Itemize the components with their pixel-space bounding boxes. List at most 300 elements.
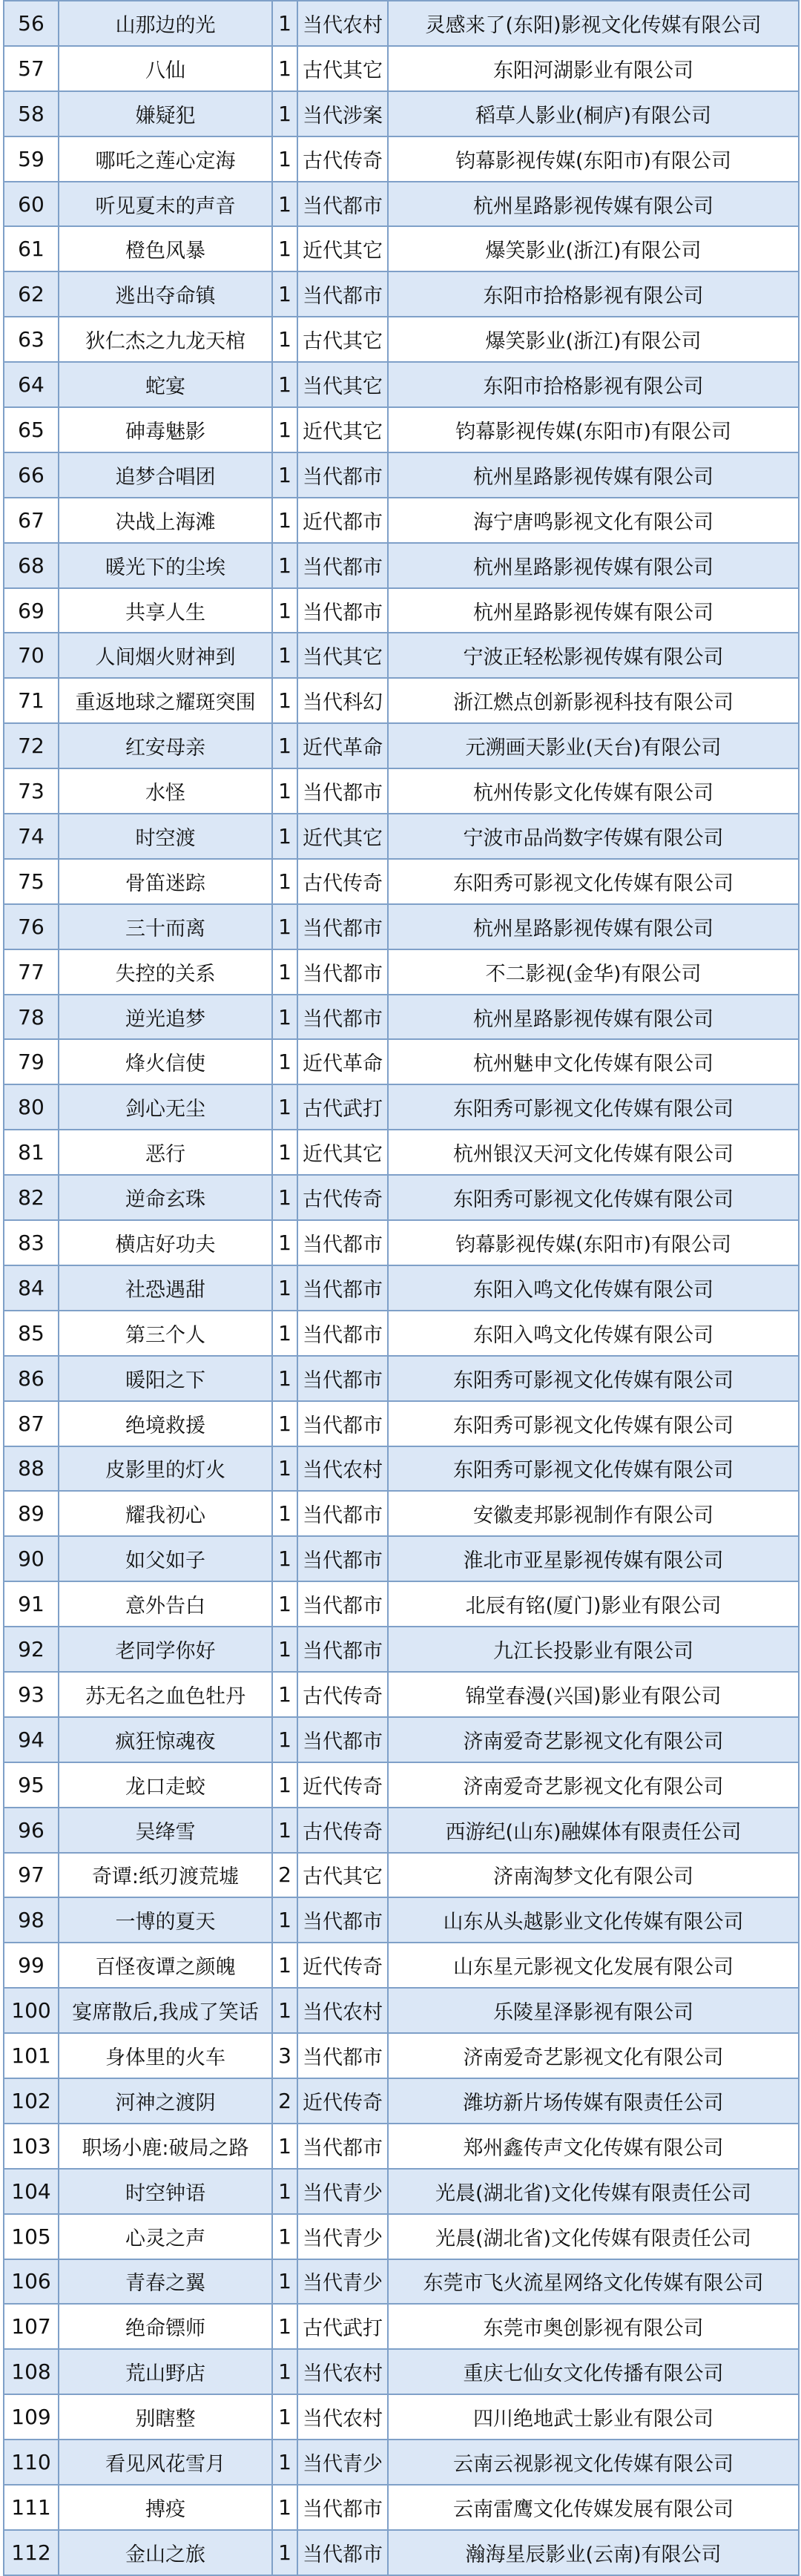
- row-number-cell: 77: [4, 949, 59, 995]
- table-row: [4, 2033, 799, 2078]
- table-row: [4, 1265, 799, 1311]
- episode-count-cell: 1: [272, 1897, 297, 1943]
- production-company-cell: 杭州星路影视传媒有限公司: [388, 995, 799, 1040]
- table-row: [4, 723, 799, 768]
- genre-cell: 当代科幻: [297, 678, 388, 723]
- drama-title-cell: 失控的关系: [59, 949, 272, 995]
- drama-title-cell: 河神之渡阴: [59, 2078, 272, 2124]
- production-company-cell: 光晨(湖北省)文化传媒有限责任公司: [388, 2169, 799, 2214]
- row-number-cell: 70: [4, 633, 59, 678]
- table-row: [4, 814, 799, 859]
- table-row: [4, 949, 799, 995]
- row-number-cell: 61: [4, 226, 59, 271]
- drama-title-cell: 绝境救援: [59, 1401, 272, 1446]
- table-row: [4, 498, 799, 543]
- row-number-cell: 73: [4, 768, 59, 814]
- production-company-cell: 东阳秀可影视文化传媒有限公司: [388, 1446, 799, 1492]
- episode-count-cell: 1: [272, 543, 297, 588]
- genre-cell: 当代其它: [297, 633, 388, 678]
- table-row: [4, 543, 799, 588]
- table-row: [4, 768, 799, 814]
- genre-cell: 当代青少: [297, 2440, 388, 2485]
- row-number-cell: 92: [4, 1627, 59, 1672]
- episode-count-cell: 1: [272, 407, 297, 452]
- genre-cell: 古代传奇: [297, 1672, 388, 1717]
- row-number-cell: 109: [4, 2394, 59, 2440]
- table-row: [4, 995, 799, 1040]
- production-company-cell: 九江长投影业有限公司: [388, 1627, 799, 1672]
- row-number-cell: 63: [4, 317, 59, 362]
- episode-count-cell: 1: [272, 271, 297, 317]
- row-number-cell: 97: [4, 1853, 59, 1898]
- drama-title-cell: 共享人生: [59, 588, 272, 633]
- production-company-cell: 杭州星路影视传媒有限公司: [388, 452, 799, 498]
- episode-count-cell: 1: [272, 317, 297, 362]
- genre-cell: 当代都市: [297, 1491, 388, 1536]
- episode-count-cell: 1: [272, 2304, 297, 2349]
- production-company-cell: 元溯画天影业(天台)有限公司: [388, 723, 799, 768]
- table-row: [4, 1084, 799, 1130]
- drama-title-cell: 搏疫: [59, 2485, 272, 2530]
- table-row: [4, 407, 799, 452]
- drama-title-cell: 龙口走蛟: [59, 1762, 272, 1808]
- table-row: [4, 2259, 799, 2305]
- genre-cell: 古代其它: [297, 1853, 388, 1898]
- drama-title-cell: 恶行: [59, 1130, 272, 1175]
- row-number-cell: 108: [4, 2349, 59, 2394]
- table-row: [4, 1401, 799, 1446]
- table-row: [4, 1220, 799, 1265]
- genre-cell: 近代传奇: [297, 1762, 388, 1808]
- table-row: [4, 1897, 799, 1943]
- row-number-cell: 75: [4, 859, 59, 904]
- row-number-cell: 60: [4, 182, 59, 227]
- genre-cell: 近代革命: [297, 1039, 388, 1084]
- production-company-cell: 杭州星路影视传媒有限公司: [388, 588, 799, 633]
- drama-title-cell: 三十而离: [59, 904, 272, 949]
- genre-cell: 当代都市: [297, 1627, 388, 1672]
- drama-title-cell: 逆命玄珠: [59, 1175, 272, 1220]
- production-company-cell: 山东从头越影业文化传媒有限公司: [388, 1897, 799, 1943]
- row-number-cell: 65: [4, 407, 59, 452]
- row-number-cell: 69: [4, 588, 59, 633]
- table-row: [4, 317, 799, 362]
- table-row: [4, 1627, 799, 1672]
- drama-title-cell: 时空钟语: [59, 2169, 272, 2214]
- genre-cell: 当代都市: [297, 271, 388, 317]
- table-row: [4, 2485, 799, 2530]
- episode-count-cell: 1: [272, 1627, 297, 1672]
- episode-count-cell: 1: [272, 226, 297, 271]
- episode-count-cell: 1: [272, 2349, 297, 2394]
- episode-count-cell: 2: [272, 2078, 297, 2124]
- drama-title-cell: 职场小鹿:破局之路: [59, 2124, 272, 2169]
- episode-count-cell: 1: [272, 1401, 297, 1446]
- table-row: [4, 2124, 799, 2169]
- row-number-cell: 66: [4, 452, 59, 498]
- row-number-cell: 112: [4, 2530, 59, 2575]
- production-company-cell: 北辰有铭(厦门)影业有限公司: [388, 1581, 799, 1627]
- table-row: [4, 46, 799, 91]
- row-number-cell: 84: [4, 1265, 59, 1311]
- drama-title-cell: 哪吒之莲心定海: [59, 136, 272, 182]
- table-row: [4, 91, 799, 136]
- table-row: [4, 1717, 799, 1762]
- drama-title-cell: 青春之翼: [59, 2259, 272, 2305]
- episode-count-cell: 1: [272, 1311, 297, 1356]
- row-number-cell: 107: [4, 2304, 59, 2349]
- genre-cell: 当代都市: [297, 904, 388, 949]
- episode-count-cell: 1: [272, 2214, 297, 2259]
- genre-cell: 近代其它: [297, 1130, 388, 1175]
- drama-title-cell: 第三个人: [59, 1311, 272, 1356]
- episode-count-cell: 1: [272, 1943, 297, 1988]
- genre-cell: 古代武打: [297, 2304, 388, 2349]
- table-row: [4, 1446, 799, 1492]
- genre-cell: 当代都市: [297, 1220, 388, 1265]
- table-row: [4, 1536, 799, 1581]
- table-row: [4, 182, 799, 227]
- genre-cell: 当代都市: [297, 588, 388, 633]
- row-number-cell: 87: [4, 1401, 59, 1446]
- episode-count-cell: 1: [272, 904, 297, 949]
- drama-title-cell: 决战上海滩: [59, 498, 272, 543]
- episode-count-cell: 1: [272, 768, 297, 814]
- drama-title-cell: 奇谭:纸刃渡荒墟: [59, 1853, 272, 1898]
- row-number-cell: 111: [4, 2485, 59, 2530]
- drama-title-cell: 看见风花雪月: [59, 2440, 272, 2485]
- production-company-cell: 乐陵星泽影视有限公司: [388, 1988, 799, 2033]
- row-number-cell: 82: [4, 1175, 59, 1220]
- production-company-cell: 东莞市飞火流星网络文化传媒有限公司: [388, 2259, 799, 2305]
- genre-cell: 当代都市: [297, 2485, 388, 2530]
- production-company-cell: 东阳河湖影业有限公司: [388, 46, 799, 91]
- genre-cell: 当代农村: [297, 1, 388, 46]
- episode-count-cell: 1: [272, 1446, 297, 1492]
- row-number-cell: 56: [4, 1, 59, 46]
- genre-cell: 古代传奇: [297, 136, 388, 182]
- genre-cell: 当代都市: [297, 1581, 388, 1627]
- production-company-cell: 济南爱奇艺影视文化有限公司: [388, 1717, 799, 1762]
- production-company-cell: 杭州魅申文化传媒有限公司: [388, 1039, 799, 1084]
- genre-cell: 当代青少: [297, 2169, 388, 2214]
- production-company-cell: 潍坊新片场传媒有限责任公司: [388, 2078, 799, 2124]
- drama-title-cell: 耀我初心: [59, 1491, 272, 1536]
- row-number-cell: 83: [4, 1220, 59, 1265]
- drama-title-cell: 吴绛雪: [59, 1808, 272, 1853]
- table-row: [4, 2169, 799, 2214]
- production-company-cell: 重庆七仙女文化传播有限公司: [388, 2349, 799, 2394]
- row-number-cell: 71: [4, 678, 59, 723]
- row-number-cell: 89: [4, 1491, 59, 1536]
- drama-title-cell: 狄仁杰之九龙天棺: [59, 317, 272, 362]
- drama-title-cell: 剑心无尘: [59, 1084, 272, 1130]
- production-company-cell: 钧幕影视传媒(东阳市)有限公司: [388, 407, 799, 452]
- table-row: [4, 2349, 799, 2394]
- drama-title-cell: 山那边的光: [59, 1, 272, 46]
- episode-count-cell: 1: [272, 182, 297, 227]
- production-company-cell: 瀚海星辰影业(云南)有限公司: [388, 2530, 799, 2575]
- episode-count-cell: 1: [272, 1581, 297, 1627]
- row-number-cell: 57: [4, 46, 59, 91]
- genre-cell: 古代传奇: [297, 1175, 388, 1220]
- table-row: [4, 1, 799, 46]
- episode-count-cell: 1: [272, 1717, 297, 1762]
- production-company-cell: 四川绝地武士影业有限公司: [388, 2394, 799, 2440]
- genre-cell: 古代其它: [297, 317, 388, 362]
- drama-title-cell: 荒山野店: [59, 2349, 272, 2394]
- episode-count-cell: 1: [272, 1039, 297, 1084]
- row-number-cell: 93: [4, 1672, 59, 1717]
- genre-cell: 近代其它: [297, 226, 388, 271]
- production-company-cell: 爆笑影业(浙江)有限公司: [388, 226, 799, 271]
- genre-cell: 近代其它: [297, 407, 388, 452]
- drama-title-cell: 如父如子: [59, 1536, 272, 1581]
- genre-cell: 近代其它: [297, 814, 388, 859]
- episode-count-cell: 1: [272, 2440, 297, 2485]
- row-number-cell: 78: [4, 995, 59, 1040]
- drama-title-cell: 百怪夜谭之颜魄: [59, 1943, 272, 1988]
- table-row: [4, 1581, 799, 1627]
- drama-title-cell: 老同学你好: [59, 1627, 272, 1672]
- table-row: [4, 2214, 799, 2259]
- production-company-cell: 东阳秀可影视文化传媒有限公司: [388, 1084, 799, 1130]
- episode-count-cell: 1: [272, 859, 297, 904]
- production-company-cell: 灵感来了(东阳)影视文化传媒有限公司: [388, 1, 799, 46]
- genre-cell: 当代都市: [297, 1536, 388, 1581]
- genre-cell: 当代农村: [297, 2394, 388, 2440]
- production-company-cell: 郑州鑫传声文化传媒有限公司: [388, 2124, 799, 2169]
- drama-title-cell: 听见夏末的声音: [59, 182, 272, 227]
- episode-count-cell: 1: [272, 91, 297, 136]
- episode-count-cell: 1: [272, 1084, 297, 1130]
- episode-count-cell: 1: [272, 498, 297, 543]
- table-row: [4, 904, 799, 949]
- table-row: [4, 1988, 799, 2033]
- drama-title-cell: 意外告白: [59, 1581, 272, 1627]
- drama-title-cell: 皮影里的灯火: [59, 1446, 272, 1492]
- row-number-cell: 98: [4, 1897, 59, 1943]
- drama-title-cell: 一博的夏天: [59, 1897, 272, 1943]
- table-row: [4, 362, 799, 407]
- table-row: [4, 1039, 799, 1084]
- genre-cell: 近代革命: [297, 723, 388, 768]
- episode-count-cell: 1: [272, 1130, 297, 1175]
- row-number-cell: 90: [4, 1536, 59, 1581]
- episode-count-cell: 1: [272, 1220, 297, 1265]
- production-company-cell: 东阳入鸣文化传媒有限公司: [388, 1311, 799, 1356]
- drama-title-cell: 宴席散后,我成了笑话: [59, 1988, 272, 2033]
- episode-count-cell: 1: [272, 136, 297, 182]
- table-row: [4, 1175, 799, 1220]
- genre-cell: 当代农村: [297, 1446, 388, 1492]
- episode-count-cell: 1: [272, 1, 297, 46]
- episode-count-cell: 1: [272, 1356, 297, 1401]
- episode-count-cell: 1: [272, 1762, 297, 1808]
- genre-cell: 当代都市: [297, 1356, 388, 1401]
- production-company-cell: 济南爱奇艺影视文化有限公司: [388, 2033, 799, 2078]
- table-row: [4, 1853, 799, 1898]
- episode-count-cell: 1: [272, 1265, 297, 1311]
- episode-count-cell: 1: [272, 633, 297, 678]
- episode-count-cell: 1: [272, 452, 297, 498]
- drama-title-cell: 疯狂惊魂夜: [59, 1717, 272, 1762]
- row-number-cell: 80: [4, 1084, 59, 1130]
- drama-title-cell: 暖光下的尘埃: [59, 543, 272, 588]
- drama-title-cell: 水怪: [59, 768, 272, 814]
- genre-cell: 当代农村: [297, 2349, 388, 2394]
- table-row: [4, 1672, 799, 1717]
- episode-count-cell: 3: [272, 2033, 297, 2078]
- episode-count-cell: 1: [272, 2259, 297, 2305]
- episode-count-cell: 2: [272, 1853, 297, 1898]
- genre-cell: 当代都市: [297, 2530, 388, 2575]
- drama-title-cell: 砷毒魅影: [59, 407, 272, 452]
- production-company-cell: 海宁唐鸣影视文化有限公司: [388, 498, 799, 543]
- row-number-cell: 102: [4, 2078, 59, 2124]
- episode-count-cell: 1: [272, 1672, 297, 1717]
- drama-title-cell: 时空渡: [59, 814, 272, 859]
- production-company-cell: 东阳市拾格影视有限公司: [388, 362, 799, 407]
- row-number-cell: 104: [4, 2169, 59, 2214]
- genre-cell: 当代青少: [297, 2259, 388, 2305]
- production-company-cell: 杭州星路影视传媒有限公司: [388, 904, 799, 949]
- episode-count-cell: 1: [272, 2124, 297, 2169]
- table-row: [4, 1130, 799, 1175]
- episode-count-cell: 1: [272, 362, 297, 407]
- production-company-cell: 锦堂春漫(兴国)影业有限公司: [388, 1672, 799, 1717]
- genre-cell: 古代武打: [297, 1084, 388, 1130]
- table-row: [4, 2440, 799, 2485]
- production-company-cell: 东阳秀可影视文化传媒有限公司: [388, 859, 799, 904]
- episode-count-cell: 1: [272, 1808, 297, 1853]
- row-number-cell: 67: [4, 498, 59, 543]
- drama-title-cell: 社恐遇甜: [59, 1265, 272, 1311]
- drama-title-cell: 红安母亲: [59, 723, 272, 768]
- table-row: [4, 452, 799, 498]
- row-number-cell: 99: [4, 1943, 59, 1988]
- table-row: [4, 2530, 799, 2575]
- production-company-cell: 东阳秀可影视文化传媒有限公司: [388, 1175, 799, 1220]
- row-number-cell: 94: [4, 1717, 59, 1762]
- row-number-cell: 74: [4, 814, 59, 859]
- episode-count-cell: 1: [272, 2530, 297, 2575]
- production-company-cell: 宁波正轻松影视传媒有限公司: [388, 633, 799, 678]
- production-company-cell: 不二影视(金华)有限公司: [388, 949, 799, 995]
- row-number-cell: 106: [4, 2259, 59, 2305]
- production-company-cell: 东阳秀可影视文化传媒有限公司: [388, 1356, 799, 1401]
- episode-count-cell: 1: [272, 2169, 297, 2214]
- episode-count-cell: 1: [272, 588, 297, 633]
- table-row: [4, 2304, 799, 2349]
- production-company-cell: 杭州星路影视传媒有限公司: [388, 182, 799, 227]
- table-row: [4, 1762, 799, 1808]
- genre-cell: 当代青少: [297, 2214, 388, 2259]
- genre-cell: 当代都市: [297, 2124, 388, 2169]
- genre-cell: 古代传奇: [297, 1808, 388, 1853]
- genre-cell: 当代其它: [297, 362, 388, 407]
- drama-title-cell: 蛇宴: [59, 362, 272, 407]
- episode-count-cell: 1: [272, 995, 297, 1040]
- table-row: [4, 2078, 799, 2124]
- production-company-cell: 稻草人影业(桐庐)有限公司: [388, 91, 799, 136]
- table-row: [4, 271, 799, 317]
- table-row: [4, 633, 799, 678]
- production-company-cell: 东阳秀可影视文化传媒有限公司: [388, 1401, 799, 1446]
- episode-count-cell: 1: [272, 2394, 297, 2440]
- genre-cell: 当代都市: [297, 2033, 388, 2078]
- drama-title-cell: 绝命镖师: [59, 2304, 272, 2349]
- production-company-cell: 钧幕影视传媒(东阳市)有限公司: [388, 1220, 799, 1265]
- drama-title-cell: 骨笛迷踪: [59, 859, 272, 904]
- genre-cell: 当代都市: [297, 1265, 388, 1311]
- production-company-cell: 爆笑影业(浙江)有限公司: [388, 317, 799, 362]
- row-number-cell: 79: [4, 1039, 59, 1084]
- drama-title-cell: 金山之旅: [59, 2530, 272, 2575]
- genre-cell: 古代传奇: [297, 859, 388, 904]
- episode-count-cell: 1: [272, 1175, 297, 1220]
- genre-cell: 近代传奇: [297, 1943, 388, 1988]
- row-number-cell: 86: [4, 1356, 59, 1401]
- genre-cell: 当代涉案: [297, 91, 388, 136]
- genre-cell: 近代都市: [297, 498, 388, 543]
- row-number-cell: 96: [4, 1808, 59, 1853]
- episode-count-cell: 1: [272, 2485, 297, 2530]
- row-number-cell: 81: [4, 1130, 59, 1175]
- genre-cell: 古代其它: [297, 46, 388, 91]
- episode-count-cell: 1: [272, 814, 297, 859]
- row-number-cell: 85: [4, 1311, 59, 1356]
- genre-cell: 当代都市: [297, 452, 388, 498]
- production-company-cell: 杭州银汉天河文化传媒有限公司: [388, 1130, 799, 1175]
- row-number-cell: 58: [4, 91, 59, 136]
- table-row: [4, 136, 799, 182]
- registration-table: [3, 0, 800, 2576]
- genre-cell: 当代都市: [297, 1401, 388, 1446]
- drama-title-cell: 别瞎整: [59, 2394, 272, 2440]
- episode-count-cell: 1: [272, 949, 297, 995]
- production-company-cell: 云南雷鹰文化传媒发展有限公司: [388, 2485, 799, 2530]
- genre-cell: 当代都市: [297, 1717, 388, 1762]
- episode-count-cell: 1: [272, 723, 297, 768]
- table-row: [4, 1356, 799, 1401]
- production-company-cell: 杭州星路影视传媒有限公司: [388, 543, 799, 588]
- genre-cell: 当代农村: [297, 1988, 388, 2033]
- row-number-cell: 88: [4, 1446, 59, 1492]
- table-row: [4, 588, 799, 633]
- genre-cell: 当代都市: [297, 543, 388, 588]
- row-number-cell: 100: [4, 1988, 59, 2033]
- production-company-cell: 安徽麦邦影视制作有限公司: [388, 1491, 799, 1536]
- row-number-cell: 68: [4, 543, 59, 588]
- genre-cell: 当代都市: [297, 995, 388, 1040]
- genre-cell: 当代都市: [297, 182, 388, 227]
- genre-cell: 当代都市: [297, 1897, 388, 1943]
- drama-title-cell: 八仙: [59, 46, 272, 91]
- row-number-cell: 91: [4, 1581, 59, 1627]
- production-company-cell: 浙江燃点创新影视科技有限公司: [388, 678, 799, 723]
- production-company-cell: 东莞市奥创影视有限公司: [388, 2304, 799, 2349]
- row-number-cell: 62: [4, 271, 59, 317]
- drama-title-cell: 苏无名之血色牡丹: [59, 1672, 272, 1717]
- table-row: [4, 1491, 799, 1536]
- drama-title-cell: 烽火信使: [59, 1039, 272, 1084]
- drama-title-cell: 人间烟火财神到: [59, 633, 272, 678]
- genre-cell: 当代都市: [297, 949, 388, 995]
- table-row: [4, 1808, 799, 1853]
- drama-title-cell: 逃出夺命镇: [59, 271, 272, 317]
- genre-cell: 当代都市: [297, 1311, 388, 1356]
